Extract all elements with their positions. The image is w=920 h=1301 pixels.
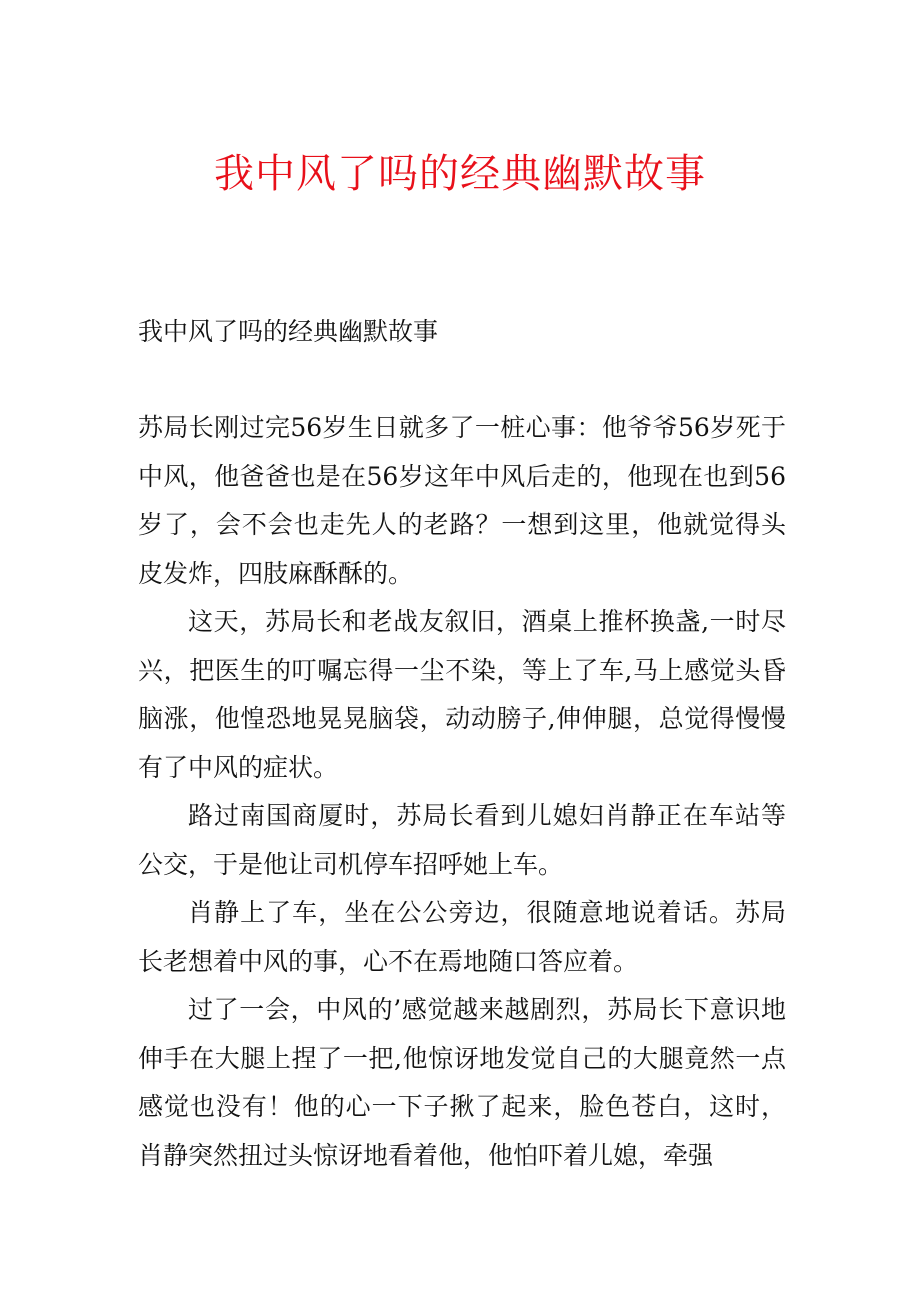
paragraph-1: 苏局长刚过完56岁生日就多了一桩心事：他爷爷56岁死于中风，他爸爸也是在56岁这年中风后走的，他现在也到56岁了，会不会也走先人的老路？一想到这里，他就觉得头皮发炸，四肢麻酥酥的。 <box>138 413 786 588</box>
document-title: 我中风了吗的经典幽默故事 <box>214 151 706 197</box>
document-subtitle: 我中风了吗的经典幽默故事 <box>138 317 439 346</box>
paragraph-5: 过了一会，中风的’感觉越来越剧烈，苏局长下意识地伸手在大腿上捏了一把,他惊讶地发觉自己的大腿竟然一点感觉也没有！他的心一下子揪了起来，脸色苍白，这时，肖静突然扭过头惊讶地看着他，他怕吓着儿媳，牵强 <box>138 995 786 1170</box>
paragraph-3: 路过南国商厦时，苏局长看到儿媳妇肖静正在车站等公交，于是他让司机停车招呼她上车。 <box>138 801 786 879</box>
paragraph-4: 肖静上了车，坐在公公旁边，很随意地说着话。苏局长老想着中风的事，心不在焉地随口答应着。 <box>138 898 786 976</box>
paragraph-2: 这天，苏局长和老战友叙旧，酒桌上推杯换盏,一时尽兴，把医生的叮嘱忘得一尘不染，等上了车,马上感觉头昏脑涨，他惶恐地晃晃脑袋，动动膀子,伸伸腿，总觉得慢慢有了中风的症状。 <box>138 607 786 782</box>
document-body <box>138 404 786 1180</box>
